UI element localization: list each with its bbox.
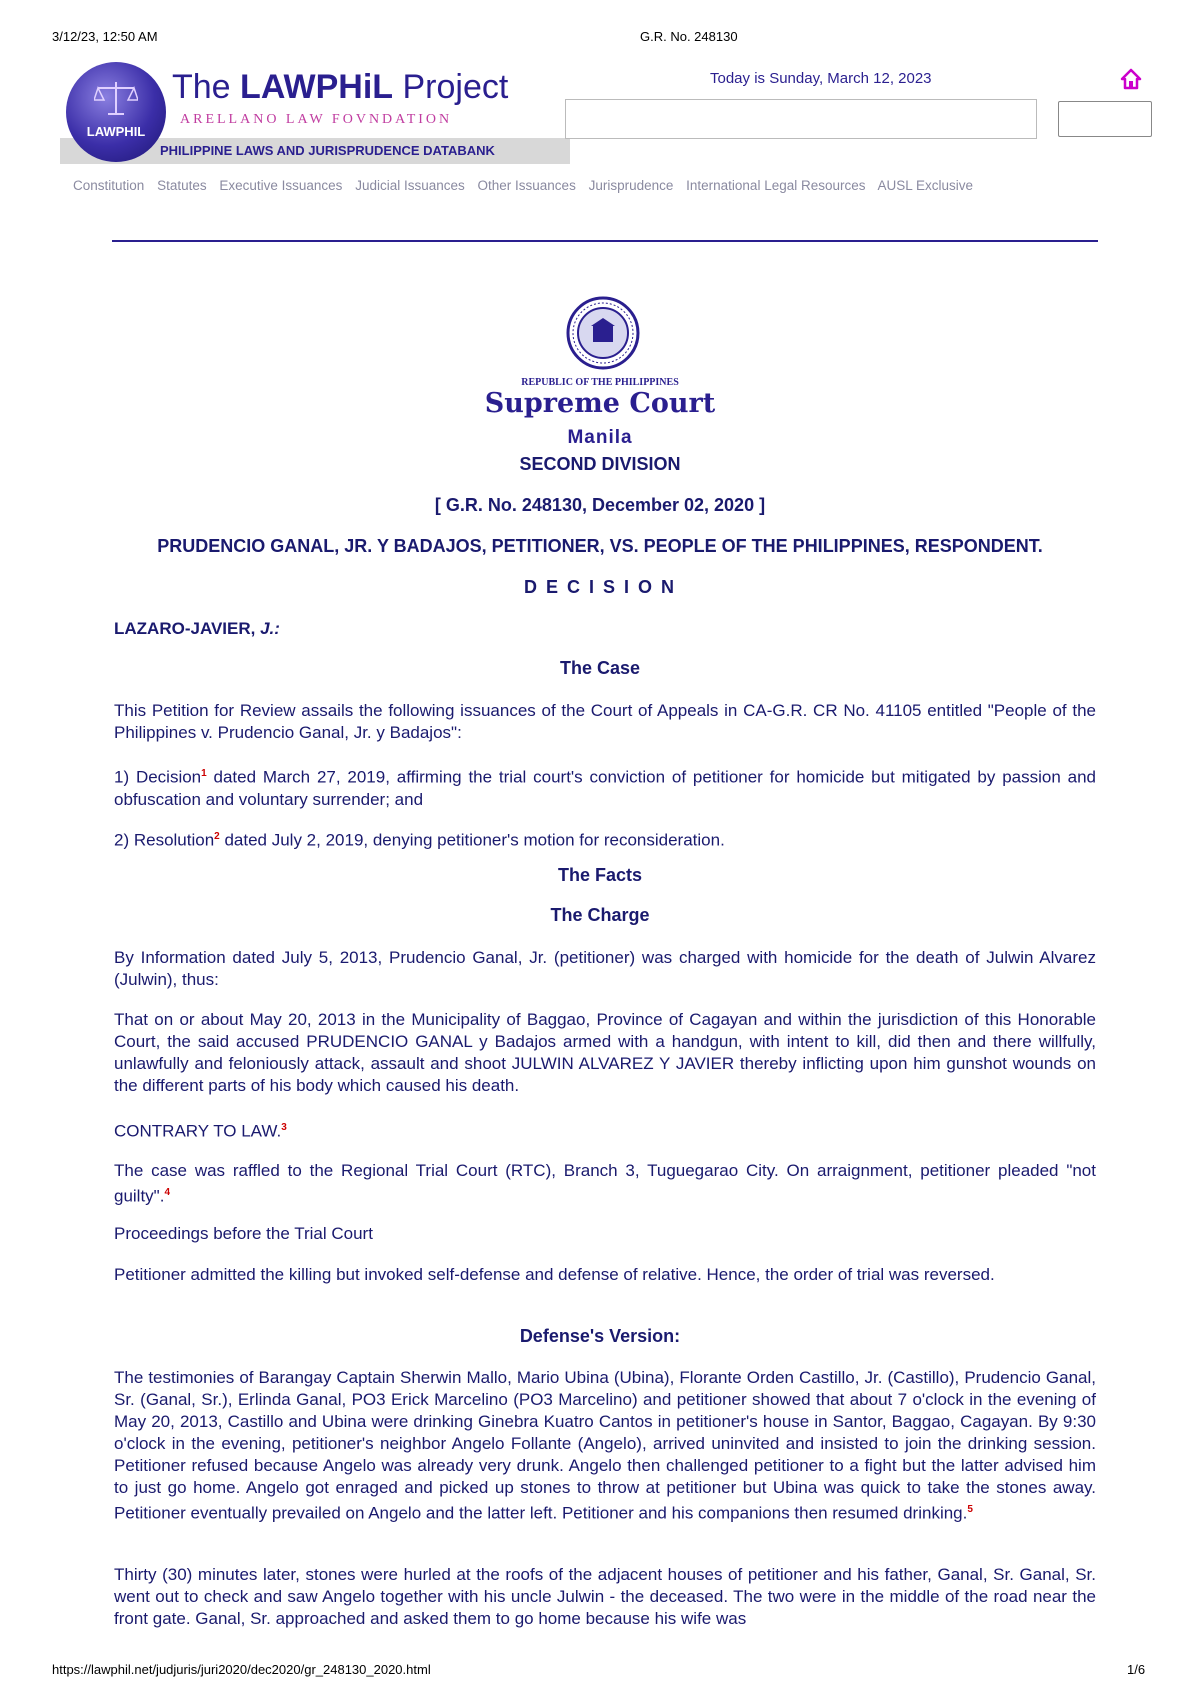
site-title: The LAWPHiL Project bbox=[172, 68, 509, 106]
nav-other-issuances[interactable]: Other Issuances bbox=[477, 178, 576, 193]
paragraph-9: Petitioner admitted the killing but invoked self-defense and defense of relative. Hence, the order of trial was reversed. bbox=[114, 1265, 995, 1284]
court-name: Supreme Court bbox=[484, 388, 716, 419]
nav-judicial-issuances[interactable]: Judicial Issuances bbox=[355, 178, 465, 193]
nav-ausl-exclusive[interactable]: AUSL Exclusive bbox=[877, 178, 974, 193]
search-button[interactable] bbox=[1058, 101, 1152, 137]
logo-badge-text: LAWPHIL bbox=[86, 124, 146, 139]
heading-defense-version: Defense's Version: bbox=[519, 1326, 681, 1346]
information-quote: That on or about May 20, 2013 in the Municipality of Baggao, Province of Cagayan and within the jurisdiction of this Honorable Court, the said accused PRUDENCIO GANAL y Badajos armed with a handgun, with intent to kill, did then and there willfully, unlawfully and feloniously attack, assault and shoot JULWIN ALVAREZ Y JAVIER thereby inflicting upon him gunshot wounds on the different parts of his body which caused his death. bbox=[114, 1010, 1096, 1095]
footnote-ref-1[interactable]: 1 bbox=[201, 768, 207, 779]
scales-of-justice-icon bbox=[94, 80, 138, 118]
division: SECOND DIVISION bbox=[519, 454, 681, 474]
footnote-ref-2[interactable]: 2 bbox=[214, 831, 220, 842]
logo-emblem bbox=[66, 62, 166, 162]
footer-url: https://lawphil.net/judjuris/juri2020/dec2020/gr_248130_2020.html bbox=[52, 1662, 431, 1677]
nav-constitution[interactable]: Constitution bbox=[73, 178, 145, 193]
footnote-ref-3[interactable]: 3 bbox=[281, 1122, 287, 1133]
logo-band-text: PHILIPPINE LAWS AND JURISPRUDENCE DATABANK bbox=[160, 143, 495, 158]
decision-heading: D E C I S I O N bbox=[523, 577, 677, 597]
paragraph-proceedings: Proceedings before the Trial Court bbox=[114, 1224, 373, 1243]
paragraph-11: Thirty (30) minutes later, stones were hurled at the roofs of the adjacent houses of petitioner and his father, Ganal, Sr. Ganal, Sr. went out to check and saw Angelo together with his uncle Julwin - the deceased. The two were in the middle of the road near the front gate. Ganal, Sr. approached and asked them to go home because his wife was bbox=[114, 1565, 1096, 1628]
today-date: Today is Sunday, March 12, 2023 bbox=[710, 70, 932, 87]
republic-label: REPUBLIC OF THE PHILIPPINES bbox=[521, 377, 679, 388]
nav-statutes[interactable]: Statutes bbox=[157, 178, 207, 193]
paragraph-7: The case was raffled to the Regional Trial Court (RTC), Branch 3, Tuguegarao City. On arraignment, petitioner pleaded "not guilty".$^4$ bbox=[114, 1161, 1096, 1206]
footer-page-number: 1/6 bbox=[1127, 1662, 1146, 1677]
header-divider bbox=[112, 240, 1098, 242]
nav-executive-issuances[interactable]: Executive Issuances bbox=[219, 178, 343, 193]
supreme-court-seal-icon bbox=[566, 296, 640, 370]
site-subtitle: ARELLANO LAW FOVNDATION bbox=[180, 112, 453, 127]
paragraph-contrary-to-law: CONTRARY TO LAW.$^3$ bbox=[114, 1121, 287, 1141]
paragraph-4: By Information dated July 5, 2013, Prudencio Ganal, Jr. (petitioner) was charged with homicide for the death of Julwin Alvarez (Julwin), thus: bbox=[114, 948, 1096, 989]
court-city: Manila bbox=[567, 427, 633, 448]
site-logo[interactable] bbox=[60, 60, 570, 170]
print-datetime: 3/12/23, 12:50 AM bbox=[52, 29, 158, 44]
heading-the-facts: The Facts bbox=[557, 865, 643, 885]
main-nav bbox=[73, 178, 982, 193]
home-icon[interactable] bbox=[1120, 68, 1142, 90]
print-title: G.R. No. 248130 bbox=[640, 29, 738, 44]
case-parties: PRUDENCIO GANAL, JR. Y BADAJOS, PETITIONER, VS. PEOPLE OF THE PHILIPPINES, RESPONDENT. bbox=[157, 536, 1043, 556]
footnote-ref-5[interactable]: 5 bbox=[967, 1504, 973, 1515]
search-input[interactable] bbox=[565, 99, 1037, 139]
paragraph-1: This Petition for Review assails the following issuances of the Court of Appeals in CA-G.R. CR No. 41105 entitled "People of the Philippines v. Prudencio Ganal, Jr. y Badajos": bbox=[114, 701, 1096, 742]
nav-jurisprudence[interactable]: Jurisprudence bbox=[588, 178, 674, 193]
heading-the-case: The Case bbox=[559, 658, 641, 678]
heading-the-charge: The Charge bbox=[550, 905, 650, 925]
paragraph-2: 1) Decision$^1$ dated March 27, 2019, affirming the trial court's conviction of petitioner for homicide but mitigated by passion and obfuscation and voluntary surrender; and bbox=[114, 767, 1096, 809]
footnote-ref-4[interactable]: 4 bbox=[164, 1187, 171, 1198]
paragraph-3: 2) Resolution$^2$ dated July 2, 2019, denying petitioner's motion for reconsideration. bbox=[114, 830, 725, 850]
nav-international-legal-resources[interactable]: International Legal Resources bbox=[686, 178, 866, 193]
case-number: [ G.R. No. 248130, December 02, 2020 ] bbox=[434, 495, 766, 515]
ponente: LAZARO-JAVIER, J.: bbox=[114, 619, 280, 638]
paragraph-10: The testimonies of Barangay Captain Sherwin Mallo, Mario Ubina (Ubina), Florante Orden Castillo, Jr. (Castillo), Prudencio Ganal, Sr. (Ganal, Sr.), Erlinda Ganal, PO3 Erick Marcelino (PO3 Marcelino) and petitioner showed that about 7 o'clock in the evening of May 20, 2013, Castillo and Ubina were drinking Ginebra Kuatro Cantos in petitioner's house in Santor, Baggao, Cagayan. By 9:30 o'clock in the evening, petitioner's neighbor Angelo Follante (Angelo), arrived uninvited and insisted to join the drinking session. Petitioner refused because Angelo was already very drunk. Angelo then challenged petitioner to a fight but the latter advised him to just go home. Angelo got enraged and picked up stones to throw at petitioner but Ubina was quick to take the stones away. Petitioner eventually prevailed on Angelo and the latter left. Petitioner and his companions then resumed drinking.$^5$ bbox=[114, 1368, 1096, 1523]
